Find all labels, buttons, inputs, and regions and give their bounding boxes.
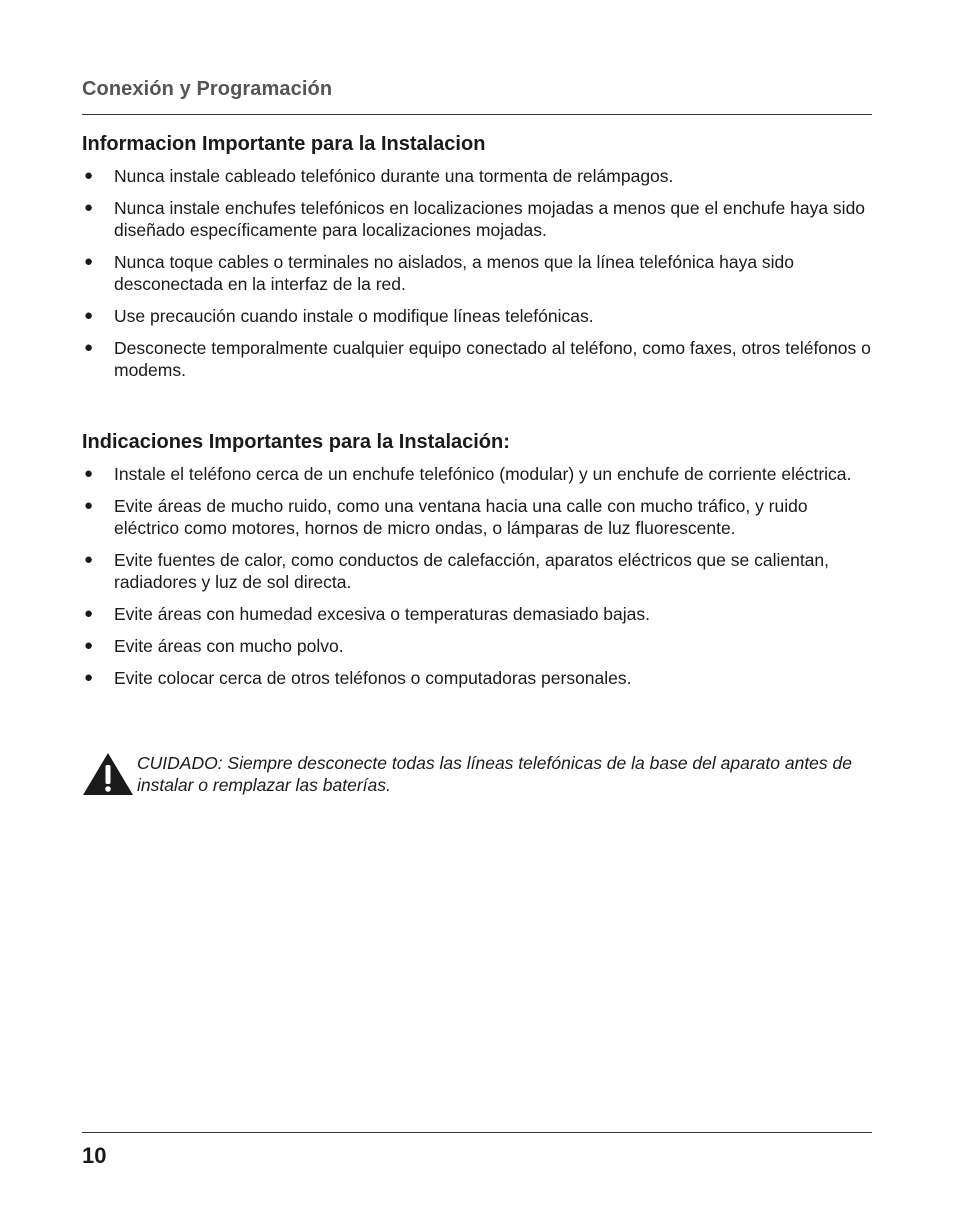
list-item: [82, 337, 872, 381]
page-number: 10: [82, 1143, 107, 1168]
list-item-text: Nunca toque cables o terminales no aislados, a menos que la línea telefónica haya sido desconectada en la interfaz de la red.: [114, 252, 795, 294]
list-item: [82, 603, 872, 625]
bullet-icon: ●: [84, 253, 94, 270]
list-item-text: Evite fuentes de calor, como conductos de calefacción, aparatos eléctricos que se calientan, radiadores y luz de sol directa.: [114, 550, 830, 592]
bullet-icon: ●: [84, 497, 94, 514]
list-item-text: Desconecte temporalmente cualquier equipo conectado al teléfono, como faxes, otros teléfonos o modems.: [114, 338, 871, 380]
list-item: [82, 197, 872, 241]
list-item: [82, 549, 872, 593]
list-item: [82, 495, 872, 539]
list-item-text: Instale el teléfono cerca de un enchufe telefónico (modular) y un enchufe de corriente eléctrica.: [114, 464, 852, 484]
list-item: [82, 251, 872, 295]
footer-divider: [82, 1132, 872, 1133]
list-item-text: Evite áreas de mucho ruido, como una ventana hacia una calle con mucho tráfico, y ruido eléctrico como motores, hornos de micro ondas, o lámparas de luz fluorescente.: [114, 496, 808, 538]
caution-text: CUIDADO: Siempre desconecte todas las líneas telefónicas de la base del aparato antes de instalar o remplazar las baterías.: [137, 753, 852, 795]
bullet-icon: ●: [84, 669, 94, 686]
bullet-icon: ●: [84, 637, 94, 654]
list-item-text: Use precaución cuando instale o modifique líneas telefónicas.: [114, 306, 594, 326]
bullet-icon: ●: [84, 605, 94, 622]
list-item: [82, 463, 872, 485]
installation-info-list: [82, 165, 872, 381]
list-item-text: Evite áreas con humedad excesiva o temperaturas demasiado bajas.: [114, 604, 650, 624]
list-item-text: Nunca instale cableado telefónico durante una tormenta de relámpagos.: [114, 166, 674, 186]
list-item: [82, 165, 872, 187]
list-item-text: Nunca instale enchufes telefónicos en localizaciones mojadas a menos que el enchufe haya sido diseñado específicamente para localizaciones mojadas.: [114, 198, 866, 240]
warning-triangle-icon: [82, 752, 134, 796]
page-header-title: Conexión y Programación: [82, 78, 333, 100]
installation-info-heading: Informacion Importante para la Instalacion: [82, 133, 486, 155]
bullet-icon: ●: [84, 551, 94, 568]
list-item: [82, 667, 872, 689]
installation-info-section: [82, 133, 872, 391]
caution-notice: [82, 752, 872, 800]
bullet-icon: ●: [84, 167, 94, 184]
bullet-icon: ●: [84, 307, 94, 324]
installation-guidelines-section: [82, 431, 872, 699]
list-item-text: Evite áreas con mucho polvo.: [114, 636, 344, 656]
bullet-icon: ●: [84, 465, 94, 482]
header-divider: [82, 114, 872, 115]
list-item: [82, 635, 872, 657]
installation-guidelines-list: [82, 463, 872, 689]
bullet-icon: ●: [84, 339, 94, 356]
list-item-text: Evite colocar cerca de otros teléfonos o computadoras personales.: [114, 668, 632, 688]
bullet-icon: ●: [84, 199, 94, 216]
list-item: [82, 305, 872, 327]
installation-guidelines-heading: Indicaciones Importantes para la Instalación:: [82, 431, 510, 453]
